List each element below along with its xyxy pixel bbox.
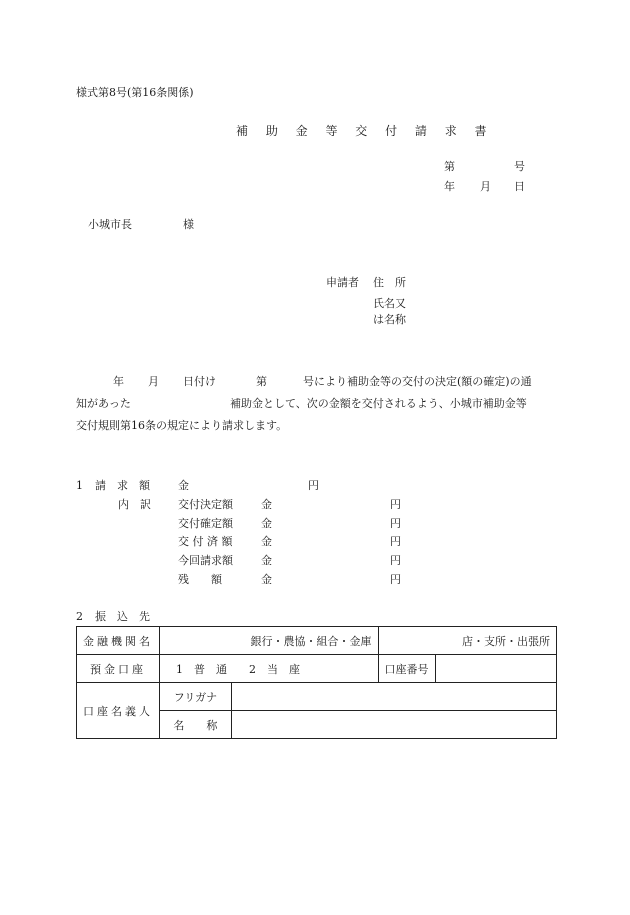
section1-kin: 金 bbox=[178, 479, 189, 492]
breakdown-row-kin: 金 bbox=[261, 573, 272, 586]
document-title: 補 助 金 等 交 付 請 求 書 bbox=[236, 124, 494, 138]
holder-furigana-row bbox=[77, 683, 557, 711]
date-day: 日 bbox=[514, 180, 525, 193]
body-line1-year: 年 bbox=[113, 375, 124, 388]
furigana-label: フリガナ bbox=[160, 683, 232, 711]
furigana-field[interactable] bbox=[231, 683, 556, 711]
body-line1-dai: 第 bbox=[256, 375, 267, 388]
breakdown-row-label: 交付決定額 bbox=[178, 498, 233, 511]
breakdown-row-yen: 円 bbox=[390, 517, 401, 530]
section2-heading: 振 込 先 bbox=[95, 610, 150, 623]
bank-name-label: 金融機関名 bbox=[77, 627, 160, 655]
holder-name-field[interactable] bbox=[231, 711, 556, 739]
section1-number: 1 bbox=[76, 479, 83, 492]
body-line1-month: 月 bbox=[148, 375, 159, 388]
breakdown-row-label: 交付確定額 bbox=[178, 517, 233, 530]
body-line3: 交付規則第16条の規定により請求します。 bbox=[76, 419, 288, 432]
section1-heading: 請 求 額 bbox=[95, 479, 150, 492]
date-month: 月 bbox=[480, 180, 491, 193]
bank-transfer-table bbox=[76, 626, 557, 739]
breakdown-row-yen: 円 bbox=[390, 573, 401, 586]
breakdown-row-kin: 金 bbox=[261, 498, 272, 511]
deposit-row bbox=[77, 655, 557, 683]
body-line2-suffix: 補助金として、次の金額を交付されるよう、小城市補助金等 bbox=[230, 397, 527, 410]
deposit-type-label: 預金口座 bbox=[77, 655, 160, 683]
breakdown-row-yen: 円 bbox=[390, 554, 401, 567]
breakdown-row-label: 今回請求額 bbox=[178, 554, 233, 567]
deposit-type-options[interactable]: 1 普 通 2 当 座 bbox=[160, 655, 379, 683]
section2-number: 2 bbox=[76, 610, 83, 623]
bank-types-field[interactable]: 銀行・農協・組合・金庫 bbox=[160, 627, 379, 655]
number-prefix: 第 bbox=[444, 160, 455, 173]
addressee-honorific: 様 bbox=[183, 218, 194, 231]
breakdown-row-yen: 円 bbox=[390, 535, 401, 548]
section1-yen: 円 bbox=[308, 479, 319, 492]
form-number: 様式第8号(第16条関係) bbox=[76, 86, 194, 99]
number-suffix: 号 bbox=[514, 160, 525, 173]
body-line2-prefix: 知があった bbox=[76, 397, 131, 410]
holder-name-label: 名 称 bbox=[160, 711, 232, 739]
account-number-label: 口座番号 bbox=[378, 655, 435, 683]
account-number-field[interactable] bbox=[435, 655, 556, 683]
breakdown-row-label: 残 額 bbox=[178, 573, 222, 586]
applicant-name-label-2: は名称 bbox=[373, 313, 406, 326]
date-year: 年 bbox=[444, 180, 455, 193]
applicant-label: 申請者 bbox=[326, 276, 359, 289]
breakdown-row-yen: 円 bbox=[390, 498, 401, 511]
addressee-name: 小城市長 bbox=[88, 218, 132, 231]
bank-row bbox=[77, 627, 557, 655]
applicant-address-label: 住 所 bbox=[373, 276, 406, 289]
body-line1-rest: 号により補助金等の交付の決定(額の確定)の通 bbox=[303, 375, 532, 388]
breakdown-row-kin: 金 bbox=[261, 517, 272, 530]
breakdown-row-label: 交 付 済 額 bbox=[178, 535, 233, 548]
breakdown-label: 内 訳 bbox=[118, 498, 151, 511]
account-holder-label: 口座名義人 bbox=[77, 683, 160, 739]
body-line1-dated: 日付け bbox=[183, 375, 216, 388]
applicant-name-label-1: 氏名又 bbox=[373, 297, 406, 310]
breakdown-row-kin: 金 bbox=[261, 554, 272, 567]
branch-types-field[interactable]: 店・支所・出張所 bbox=[378, 627, 556, 655]
breakdown-row-kin: 金 bbox=[261, 535, 272, 548]
